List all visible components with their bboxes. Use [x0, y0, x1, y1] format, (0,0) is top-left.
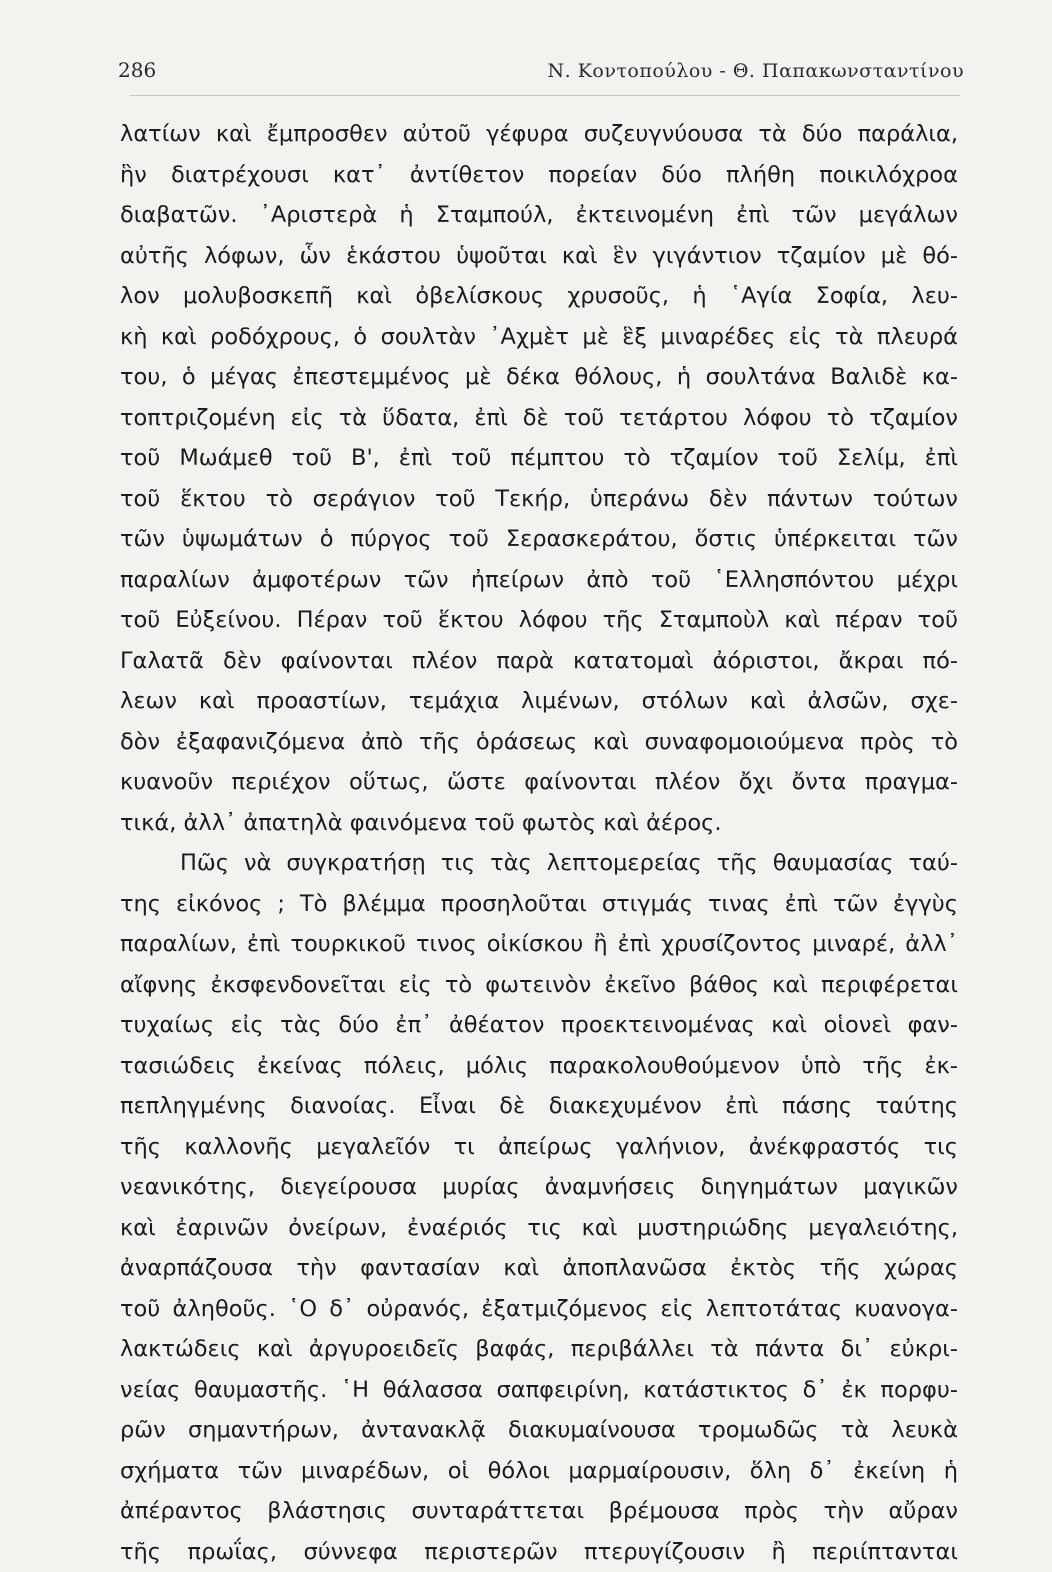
- text-line: ἀναρπάζουσα τὴν φαντασίαν καὶ ἀποπλανῶσα ἐκτὸς τῆς χώρας: [120, 1248, 958, 1289]
- text-line: πεπληγμένης διανοίας. Εἶναι δὲ διακεχυμένον ἐπὶ πάσης ταύτης: [120, 1086, 958, 1127]
- text-line: δὸν ἐξαφανιζόμενα ἀπὸ τῆς ὁράσεως καὶ συναφομοιούμενα πρὸς τὸ: [120, 722, 958, 763]
- text-line: τοῦ ἀληθοῦς. ῾Ο δ᾽ οὐρανός, ἐξατμιζόμενος εἰς λεπτοτάτας κυανογα-: [120, 1289, 958, 1330]
- text-line: κὴ καὶ ροδόχρους, ὁ σουλτὰν ᾽Αχμὲτ μὲ ἓξ μιναρέδες εἰς τὰ πλευρά: [120, 317, 958, 358]
- text-line: παραλίων, ἐπὶ τουρκικοῦ τινος οἰκίσκου ἢ ἐπὶ χρυσίζοντος μιναρέ, ἀλλ᾽: [120, 924, 958, 965]
- paragraph-start-line: Πῶς νὰ συγκρατήσῃ τις τὰς λεπτομερείας τῆς θαυμασίας ταύ-: [120, 843, 958, 884]
- text-line: λον μολυβοσκεπῆ καὶ ὀβελίσκους χρυσοῦς, ἡ ῾Αγία Σοφία, λευ-: [120, 276, 958, 317]
- text-line: ρῶν σημαντήρων, ἀντανακλᾷ διακυμαίνουσα τρομωδῶς τὰ λευκὰ: [120, 1410, 958, 1451]
- text-line: τοῦ Μωάμεθ τοῦ Β', ἐπὶ τοῦ πέμπτου τὸ τζαμίον τοῦ Σελίμ, ἐπὶ: [120, 438, 958, 479]
- page-number: 286: [118, 58, 156, 82]
- body-text: [120, 114, 958, 1572]
- header-divider: [130, 95, 960, 96]
- text-line: τοῦ ἕκτου τὸ σεράγιον τοῦ Τεκήρ, ὑπεράνω δὲν πάντων τούτων: [120, 479, 958, 520]
- text-line: τυχαίως εἰς τὰς δύο ἐπ᾽ ἀθέατον προεκτεινομένας καὶ οἱονεὶ φαν-: [120, 1005, 958, 1046]
- text-line: τῶν ὑψωμάτων ὁ πύργος τοῦ Σερασκεράτου, ὅστις ὑπέρκειται τῶν: [120, 519, 958, 560]
- text-line: λακτώδεις καὶ ἀργυροειδεῖς βαφάς, περιβάλλει τὰ πάντα δι᾽ εὐκρι-: [120, 1329, 958, 1370]
- text-line: λεων καὶ προαστίων, τεμάχια λιμένων, στόλων καὶ ἀλσῶν, σχε-: [120, 681, 958, 722]
- text-line: νεανικότης, διεγείρουσα μυρίας ἀναμνήσεις διηγημάτων μαγικῶν: [120, 1167, 958, 1208]
- text-line: τῆς πρωΐας, σύννεφα περιστερῶν πτερυγίζουσιν ἢ περιίπτανται: [120, 1532, 958, 1572]
- text-line: αὐτῆς λόφων, ὧν ἑκάστου ὑψοῦται καὶ ἓν γιγάντιον τζαμίον μὲ θό-: [120, 236, 958, 277]
- text-line: τικά, ἀλλ᾽ ἀπατηλὰ φαινόμενα τοῦ φωτὸς καὶ ἀέρος.: [120, 803, 958, 844]
- text-line: κυανοῦν περιέχον οὕτως, ὥστε φαίνονται πλέον ὄχι ὄντα πραγμα-: [120, 762, 958, 803]
- text-line: παραλίων ἀμφοτέρων τῶν ἠπείρων ἀπὸ τοῦ ῾Ελλησπόντου μέχρι: [120, 560, 958, 601]
- text-line: ἀπέραντος βλάστησις συνταράττεται βρέμουσα πρὸς τὴν αὔραν: [120, 1491, 958, 1532]
- text-line: τασιώδεις ἐκείνας πόλεις, μόλις παρακολουθούμενον ὑπὸ τῆς ἐκ-: [120, 1046, 958, 1087]
- page-header: [118, 58, 964, 92]
- text-line: Γαλατᾶ δὲν φαίνονται πλέον παρὰ κατατομαὶ ἀόριστοι, ἄκραι πό-: [120, 641, 958, 682]
- text-line: λατίων καὶ ἔμπροσθεν αὐτοῦ γέφυρα συζευγνύουσα τὰ δύο παράλια,: [120, 114, 958, 155]
- text-line: ἣν διατρέχουσι κατ᾽ ἀντίθετον πορείαν δύο πλήθη ποικιλόχροα: [120, 155, 958, 196]
- text-line: τοῦ Εὐξείνου. Πέραν τοῦ ἕκτου λόφου τῆς Σταμποὺλ καὶ πέραν τοῦ: [120, 600, 958, 641]
- text-line: του, ὁ μέγας ἐπεστεμμένος μὲ δέκα θόλους, ἡ σουλτάνα Βαλιδὲ κα-: [120, 357, 958, 398]
- running-head: Ν. Κοντοπούλου - Θ. Παπακωνσταντίνου: [548, 60, 965, 82]
- text-line: τοπτριζομένη εἰς τὰ ὕδατα, ἐπὶ δὲ τοῦ τετάρτου λόφου τὸ τζαμίον: [120, 398, 958, 439]
- text-line: σχήματα τῶν μιναρέδων, οἱ θόλοι μαρμαίρουσιν, ὅλη δ᾽ ἐκείνη ἡ: [120, 1451, 958, 1492]
- text-line: διαβατῶν. ᾽Αριστερὰ ἡ Σταμπούλ, ἐκτεινομένη ἐπὶ τῶν μεγάλων: [120, 195, 958, 236]
- text-line: τῆς καλλονῆς μεγαλεῖόν τι ἀπείρως γαλήνιον, ἀνέκφραστός τις: [120, 1127, 958, 1168]
- text-line: νείας θαυμαστῆς. ῾Η θάλασσα σαπφειρίνη, κατάστικτος δ᾽ ἐκ πορφυ-: [120, 1370, 958, 1411]
- text-line: αἴφνης ἐκσφενδονεῖται εἰς τὸ φωτεινὸν ἐκεῖνο βάθος καὶ περιφέρεται: [120, 965, 958, 1006]
- text-line: καὶ ἐαρινῶν ὀνείρων, ἐναέριός τις καὶ μυστηριώδης μεγαλειότης,: [120, 1208, 958, 1249]
- text-line: της εἰκόνος ; Τὸ βλέμμα προσηλοῦται στιγμάς τινας ἐπὶ τῶν ἐγγὺς: [120, 884, 958, 925]
